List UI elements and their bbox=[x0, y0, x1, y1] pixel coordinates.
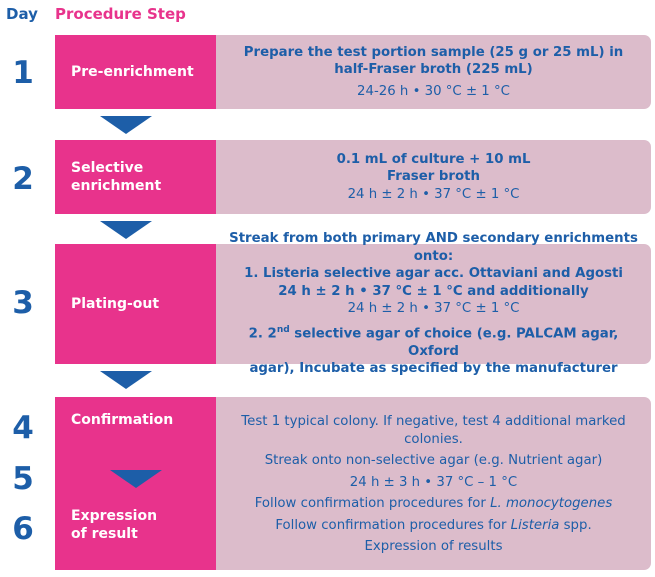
organism-name: L. monocytogenes bbox=[490, 496, 613, 511]
step-label-panel bbox=[55, 35, 216, 109]
day-number-3: 3 bbox=[12, 285, 34, 321]
detail-line bbox=[255, 495, 613, 513]
step-pre-enrichment bbox=[55, 35, 651, 109]
detail-line: Fraser broth bbox=[387, 169, 480, 185]
step-selective-enrichment bbox=[55, 140, 651, 214]
step-label: Pre-enrichment bbox=[71, 64, 194, 80]
step-label-panel bbox=[55, 244, 216, 364]
flow-arrow-down bbox=[100, 116, 152, 134]
day-number-4: 4 bbox=[12, 410, 34, 446]
detail-line: 24 h ± 2 h • 37 °C ± 1 °C bbox=[347, 186, 520, 202]
detail-line: 1. Listeria selective agar acc. Ottaviani and Agosti bbox=[244, 266, 623, 282]
step-label-line: Expression bbox=[71, 508, 158, 524]
step-details bbox=[216, 231, 651, 377]
detail-line: 24 h ± 2 h • 37 °C ± 1 °C and additionally bbox=[278, 283, 589, 299]
detail-line: Streak onto non-selective agar (e.g. Nutrient agar) bbox=[264, 453, 603, 468]
procedure-step-column-header: Procedure Step bbox=[55, 5, 186, 23]
detail-text: Follow confirmation procedures for bbox=[275, 517, 511, 533]
step-label bbox=[71, 507, 157, 543]
detail-line: Expression of results bbox=[364, 539, 503, 554]
day-column-header: Day bbox=[6, 5, 38, 23]
step-confirmation-expression bbox=[55, 397, 651, 570]
flow-arrow-down bbox=[100, 371, 152, 389]
day-number-2: 2 bbox=[12, 161, 34, 197]
detail-line: 0.1 mL of culture + 10 mL bbox=[336, 151, 531, 167]
detail-line: Test 1 typical colony. If negative, test 4 additional marked bbox=[241, 414, 626, 429]
step-label: Plating-out bbox=[71, 296, 160, 312]
detail-line bbox=[226, 322, 641, 360]
detail-line: half-Fraser broth (225 mL) bbox=[334, 62, 533, 78]
day-number-5: 5 bbox=[12, 461, 34, 497]
detail-text: selective agar of choice (e.g. PALCAM agar, Oxford bbox=[289, 326, 619, 359]
detail-text: 2. 2 bbox=[248, 326, 277, 342]
step-label-line: Selective bbox=[71, 160, 144, 176]
day-number-1: 1 bbox=[12, 55, 34, 91]
detail-line: 24-26 h • 30 °C ± 1 °C bbox=[357, 83, 510, 99]
ordinal-suffix: nd bbox=[276, 324, 290, 335]
step-label-panel bbox=[55, 397, 216, 570]
step-details bbox=[216, 140, 651, 214]
detail-line bbox=[275, 517, 591, 535]
flow-arrow-down bbox=[100, 221, 152, 239]
detail-text: Follow confirmation procedures for bbox=[254, 496, 491, 511]
detail-line: colonies. bbox=[404, 431, 463, 447]
step-label-line: of result bbox=[71, 526, 138, 542]
step-label bbox=[71, 159, 161, 195]
detail-line: 24 h ± 2 h • 37 °C ± 1 °C bbox=[347, 301, 520, 317]
flow-arrow-down bbox=[110, 470, 162, 488]
day-number-6: 6 bbox=[12, 511, 34, 547]
detail-line: Prepare the test portion sample (25 g or 25 mL) in bbox=[243, 44, 624, 60]
detail-line: Streak from both primary AND secondary enrichments onto: bbox=[229, 231, 638, 264]
step-plating-out bbox=[55, 231, 651, 377]
detail-line: agar), Incubate as specified by the manufacturer bbox=[249, 361, 618, 377]
step-label-panel bbox=[55, 140, 216, 214]
step-details bbox=[216, 35, 651, 109]
step-label: Confirmation bbox=[71, 412, 174, 428]
detail-line: 24 h ± 3 h • 37 °C – 1 °C bbox=[349, 474, 518, 490]
step-label-line: enrichment bbox=[71, 178, 162, 194]
step-details bbox=[216, 397, 651, 570]
organism-name: Listeria bbox=[510, 517, 560, 533]
detail-text: spp. bbox=[559, 517, 592, 533]
